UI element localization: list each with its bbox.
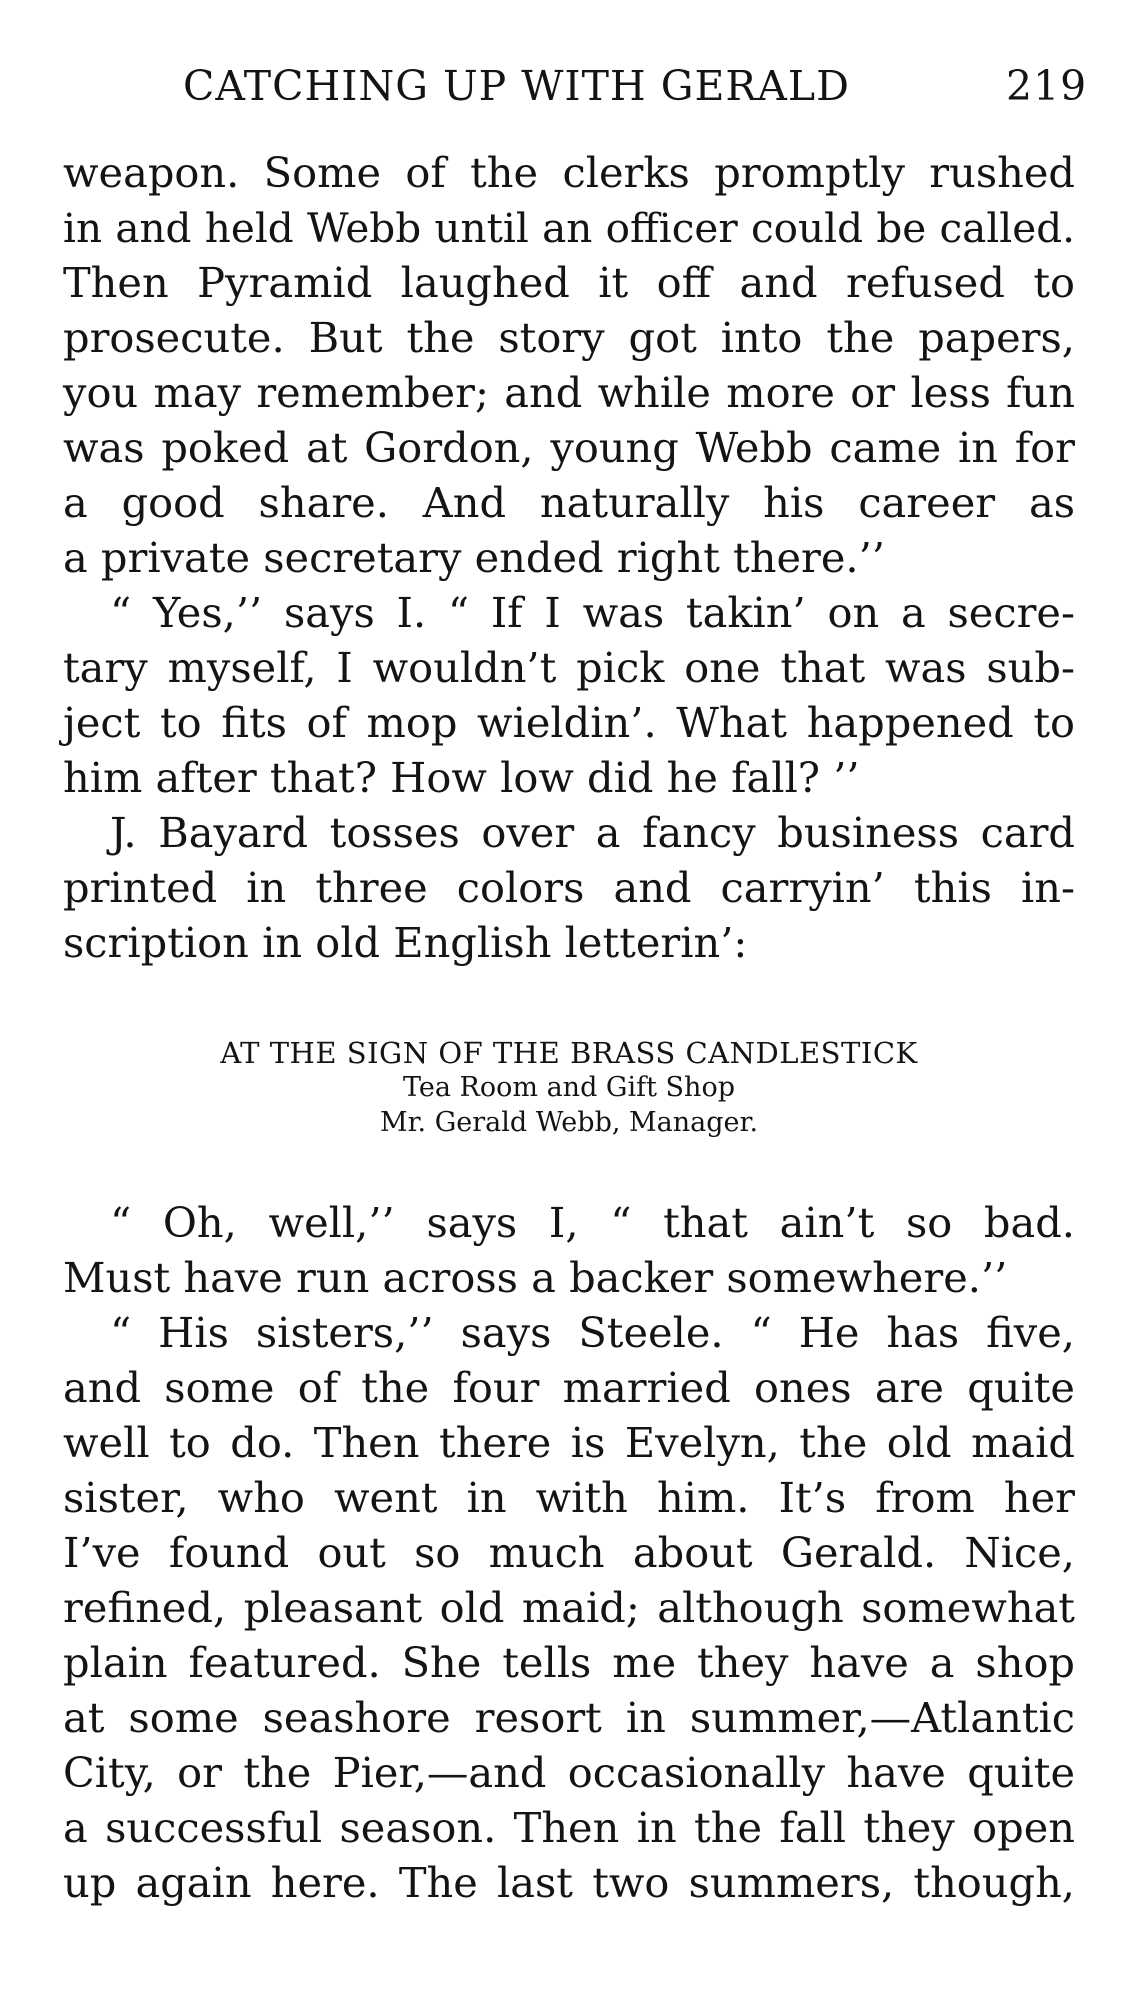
text-line: up again here. The last two summers, though, xyxy=(63,1858,1075,1907)
text-line: refined, pleasant old maid; although somewhat xyxy=(63,1583,1075,1632)
text-line: prosecute. But the story got into the papers, xyxy=(63,313,1075,362)
text-line: City, or the Pier,—and occasionally have quite xyxy=(63,1748,1075,1797)
text-line: printed in three colors and carryin’ this in- xyxy=(63,863,1075,912)
text-line: “ His sisters,’’ says Steele. “ He has five, xyxy=(110,1308,1075,1357)
text-line: him after that? How low did he fall? ’’ xyxy=(63,753,860,802)
text-line: was poked at Gordon, young Webb came in for xyxy=(63,423,1075,472)
text-line: at some seashore resort in summer,—Atlantic xyxy=(63,1693,1075,1742)
text-line: “ Oh, well,’’ says I, “ that ain’t so bad. xyxy=(110,1198,1075,1247)
text-line: Then Pyramid laughed it off and refused to xyxy=(63,258,1075,307)
card-manager: Mr. Gerald Webb, Manager. xyxy=(379,1107,759,1138)
text-line: Must have run across a backer somewhere.’’ xyxy=(63,1253,1008,1302)
text-line: in and held Webb until an officer could be called. xyxy=(63,204,1075,252)
text-line: ject to fits of mop wieldin’. What happened to xyxy=(63,698,1075,747)
card-subtitle: Tea Room and Gift Shop xyxy=(402,1072,735,1103)
text-line: “ Yes,’’ says I. “ If I was takin’ on a secre- xyxy=(110,588,1075,637)
text-line: I’ve found out so much about Gerald. Nice, xyxy=(63,1528,1075,1577)
text-line: and some of the four married ones are quite xyxy=(63,1363,1075,1412)
text-line: weapon. Some of the clerks promptly rushed xyxy=(63,148,1075,197)
text-line: a successful season. Then in the fall they open xyxy=(63,1803,1075,1852)
text-line: well to do. Then there is Evelyn, the old maid xyxy=(63,1418,1075,1467)
text-line: J. Bayard tosses over a fancy business card xyxy=(110,808,1075,857)
text-line: a private secretary ended right there.’’ xyxy=(63,533,885,582)
text-line: scription in old English letterin’: xyxy=(63,918,748,967)
text-line: tary myself, I wouldn’t pick one that was sub- xyxy=(63,643,1075,692)
page-number: 219 xyxy=(1006,62,1088,110)
text-line: sister, who went in with him. It’s from her xyxy=(63,1473,1075,1522)
text-line: plain featured. She tells me they have a shop xyxy=(63,1638,1075,1687)
card-title: AT THE SIGN OF THE BRASS CANDLESTICK xyxy=(220,1036,918,1070)
running-head xyxy=(183,62,1088,118)
chapter-title: CATCHING UP WITH GERALD xyxy=(183,62,850,110)
text-line: a good share. And naturally his career as xyxy=(63,478,1075,527)
text-line: you may remember; and while more or less fun xyxy=(63,368,1075,417)
